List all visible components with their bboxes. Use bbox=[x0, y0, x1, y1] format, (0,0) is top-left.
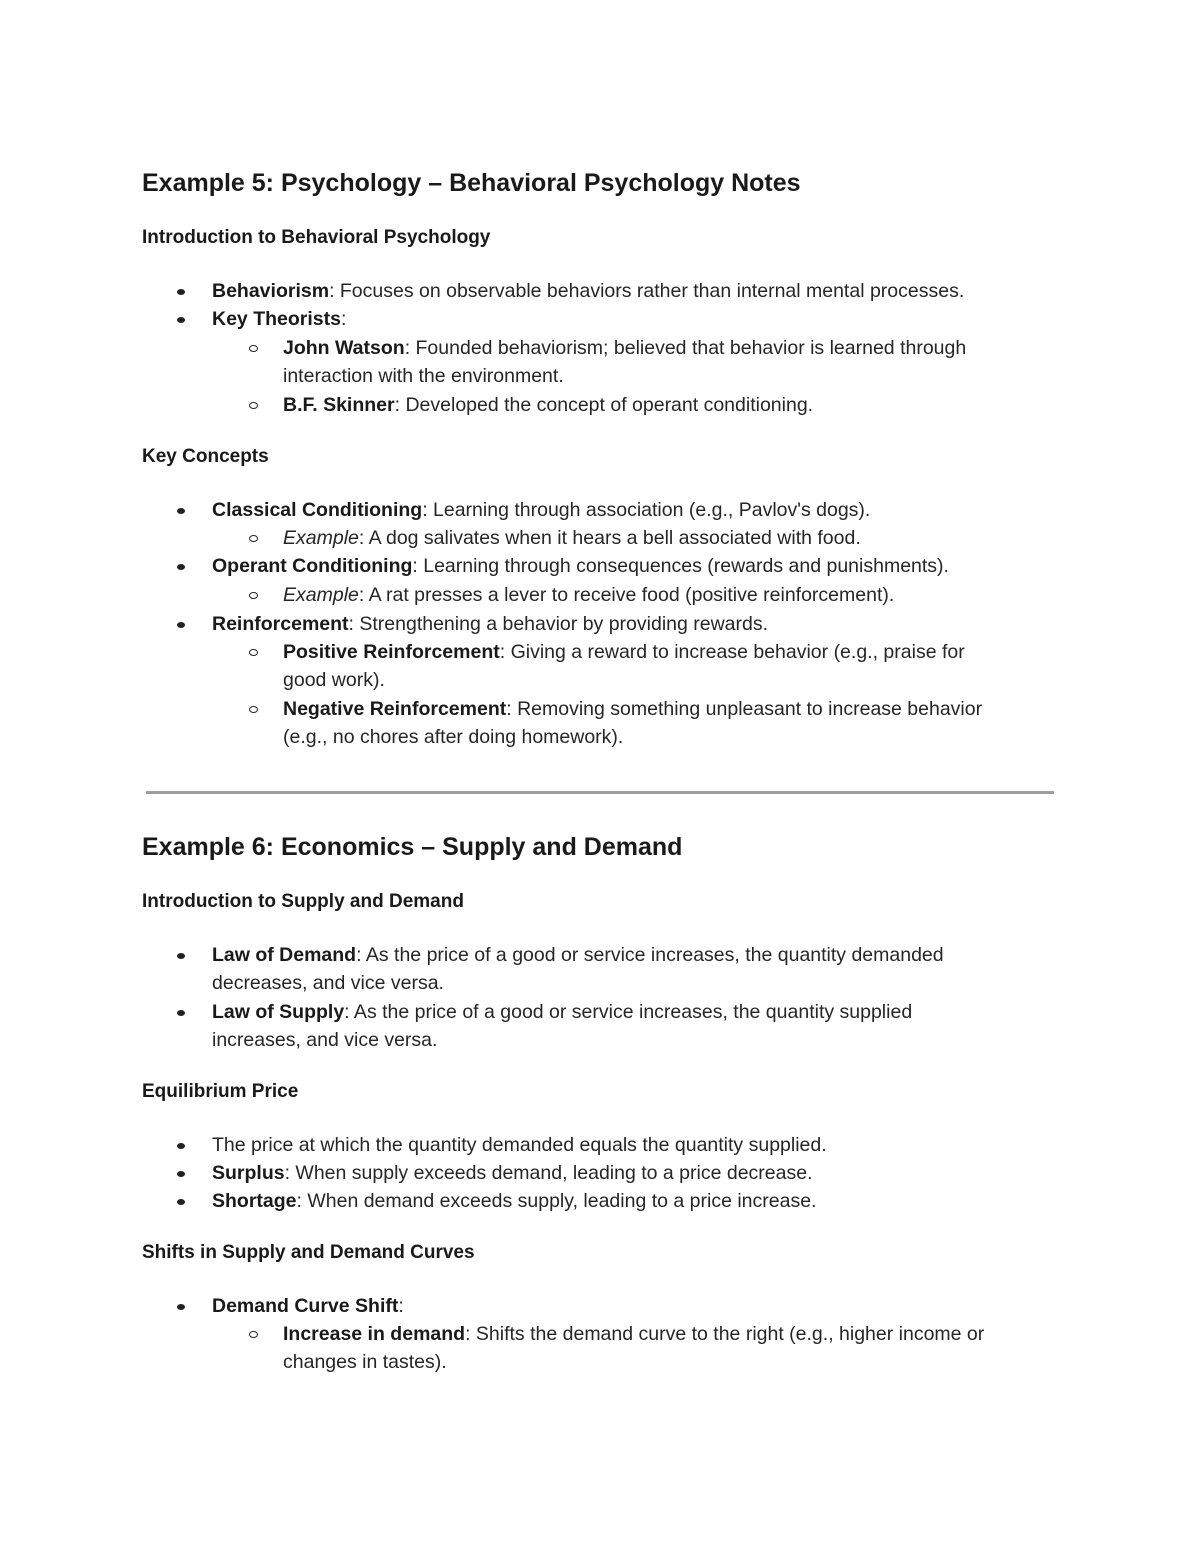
subsection-heading: Introduction to Supply and Demand bbox=[142, 891, 464, 912]
list-item bbox=[283, 695, 982, 723]
definition: : Learning through association (e.g., Pavlov's dogs). bbox=[422, 499, 871, 521]
definition: : Giving a reward to increase behavior (e.g., praise for bbox=[499, 641, 965, 663]
definition: : As the price of a good or service increases, the quantity demanded bbox=[356, 944, 944, 966]
example-label: Example bbox=[283, 584, 359, 606]
definition: : A rat presses a lever to receive food (positive reinforcement). bbox=[358, 584, 895, 606]
section-title: Example 6: Economics – Supply and Demand bbox=[142, 833, 683, 861]
definition: : Developed the concept of operant conditioning. bbox=[394, 394, 814, 416]
bullet-icon bbox=[177, 622, 185, 628]
list-item bbox=[283, 391, 813, 419]
list-item bbox=[212, 1292, 404, 1320]
term: Law of Supply bbox=[212, 1001, 345, 1023]
definition: : Founded behaviorism; believed that behavior is learned through bbox=[404, 337, 967, 359]
list-item bbox=[212, 277, 964, 305]
term: Shortage bbox=[212, 1190, 297, 1212]
term: John Watson bbox=[283, 337, 405, 359]
subsection-heading: Equilibrium Price bbox=[142, 1081, 299, 1102]
definition: : Strengthening a behavior by providing rewards. bbox=[348, 613, 769, 635]
bullet-icon bbox=[177, 1304, 185, 1310]
horizontal-divider bbox=[146, 791, 1054, 794]
bullet-icon bbox=[177, 1010, 185, 1016]
subsection-heading: Introduction to Behavioral Psychology bbox=[142, 227, 491, 248]
list-item bbox=[212, 610, 768, 638]
definition: : Shifts the demand curve to the right (e.g., higher income or bbox=[465, 1323, 985, 1345]
term: Behaviorism bbox=[212, 280, 330, 302]
bullet-icon bbox=[177, 564, 185, 570]
bullet-icon bbox=[177, 1171, 185, 1177]
definition: : As the price of a good or service increases, the quantity supplied bbox=[344, 1001, 913, 1023]
term: B.F. Skinner bbox=[283, 394, 395, 416]
term: Key Theorists bbox=[212, 308, 341, 330]
term: Negative Reinforcement bbox=[283, 698, 507, 720]
bullet-icon bbox=[177, 1143, 185, 1149]
bullet-icon bbox=[177, 289, 185, 295]
list-item bbox=[212, 1187, 816, 1215]
bullet-icon bbox=[177, 953, 185, 959]
sub-bullet-icon bbox=[249, 592, 258, 599]
list-item bbox=[283, 1320, 984, 1348]
section-title: Example 5: Psychology – Behavioral Psychology Notes bbox=[142, 169, 801, 197]
sub-bullet-icon bbox=[249, 649, 258, 656]
definition: : When demand exceeds supply, leading to a price increase. bbox=[296, 1190, 817, 1212]
list-item-continuation: increases, and vice versa. bbox=[212, 1029, 438, 1051]
list-item-continuation: good work). bbox=[283, 669, 385, 691]
example-label: Example bbox=[283, 527, 359, 549]
definition: : bbox=[398, 1295, 404, 1317]
list-item bbox=[212, 305, 346, 333]
term: Increase in demand bbox=[283, 1323, 466, 1345]
list-item bbox=[212, 496, 870, 524]
definition: : bbox=[340, 308, 347, 330]
term: Law of Demand bbox=[212, 944, 357, 966]
term: Operant Conditioning bbox=[212, 555, 413, 577]
term: Classical Conditioning bbox=[212, 499, 423, 521]
list-item-continuation: (e.g., no chores after doing homework). bbox=[283, 726, 624, 748]
term: Surplus bbox=[212, 1162, 285, 1184]
list-item bbox=[212, 1159, 813, 1187]
definition: : When supply exceeds demand, leading to a price decrease. bbox=[284, 1162, 813, 1184]
definition: : Learning through consequences (rewards and punishments). bbox=[412, 555, 949, 577]
list-item bbox=[212, 998, 912, 1026]
definition: : Removing something unpleasant to increase behavior bbox=[506, 698, 983, 720]
subsection-heading: Key Concepts bbox=[142, 446, 269, 467]
term: Demand Curve Shift bbox=[212, 1295, 399, 1317]
bullet-icon bbox=[177, 508, 185, 514]
sub-bullet-icon bbox=[249, 1331, 258, 1338]
list-item bbox=[283, 334, 966, 362]
list-item-continuation: decreases, and vice versa. bbox=[212, 972, 444, 994]
list-item: The price at which the quantity demanded equals the quantity supplied. bbox=[212, 1134, 827, 1156]
list-item bbox=[283, 524, 861, 552]
list-item bbox=[212, 552, 949, 580]
definition: : Focuses on observable behaviors rather than internal mental processes. bbox=[329, 280, 965, 302]
sub-bullet-icon bbox=[249, 706, 258, 713]
definition: : A dog salivates when it hears a bell associated with food. bbox=[358, 527, 861, 549]
sub-bullet-icon bbox=[249, 402, 258, 409]
sub-bullet-icon bbox=[249, 535, 258, 542]
sub-bullet-icon bbox=[249, 345, 258, 352]
subsection-heading: Shifts in Supply and Demand Curves bbox=[142, 1242, 475, 1263]
list-item-continuation: changes in tastes). bbox=[283, 1351, 447, 1373]
bullet-icon bbox=[177, 1199, 185, 1205]
list-item bbox=[283, 638, 965, 666]
bullet-icon bbox=[177, 317, 185, 323]
list-item bbox=[283, 581, 894, 609]
term: Positive Reinforcement bbox=[283, 641, 500, 663]
list-item bbox=[212, 941, 944, 969]
term: Reinforcement bbox=[212, 613, 349, 635]
list-item-continuation: interaction with the environment. bbox=[283, 365, 564, 387]
